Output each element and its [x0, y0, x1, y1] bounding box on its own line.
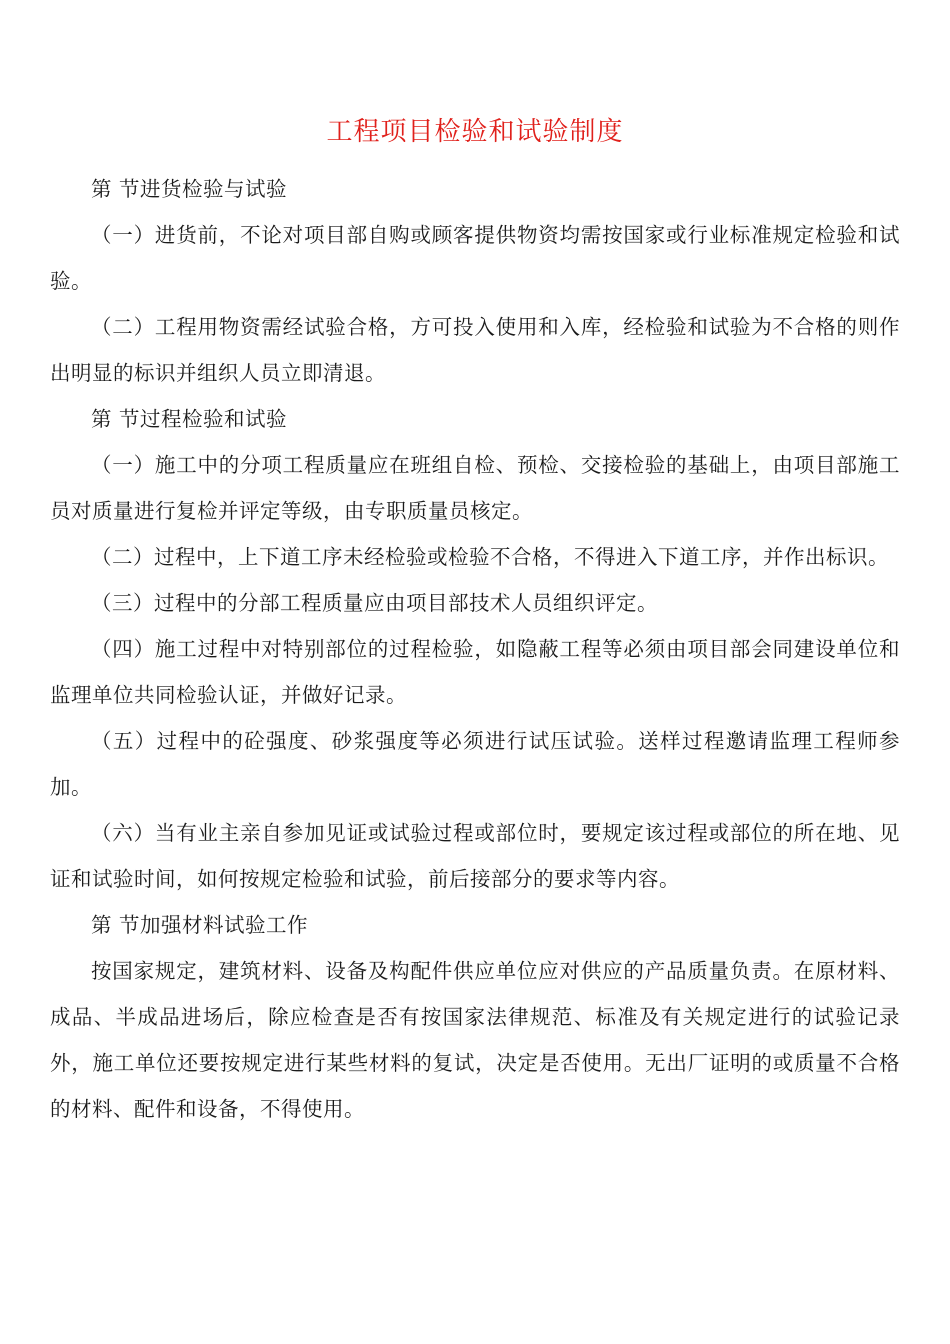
paragraph: 按国家规定，建筑材料、设备及构配件供应单位应对供应的产品质量负责。在原材料、成品、半成品进场后，除应检查是否有按国家法律规范、标准及有关规定进行的试验记录外，施工单位还要按规定进行某些材料的复试，决定是否使用。无出厂证明的或质量不合格的材料、配件和设备，不得使用。 [50, 959, 900, 1121]
paragraph: （三）过程中的分部工程质量应由项目部技术人员组织评定。 [91, 591, 658, 615]
section-heading: 第 节过程检验和试验 [91, 407, 288, 431]
paragraph: （四）施工过程中对特别部位的过程检验，如隐蔽工程等必须由项目部会同建设单位和监理单位共同检验认证，并做好记录。 [50, 637, 900, 707]
section-heading: 第 节进货检验与试验 [91, 177, 288, 201]
section-incoming-inspection [50, 166, 900, 396]
document-page [50, 112, 900, 1132]
paragraph: （六）当有业主亲自参加见证或试验过程或部位时，要规定该过程或部位的所在地、见证和试验时间，如何按规定检验和试验，前后接部分的要求等内容。 [50, 821, 900, 891]
paragraph: （五）过程中的砼强度、砂浆强度等必须进行试压试验。送样过程邀请监理工程师参加。 [50, 729, 900, 799]
document-title: 工程项目检验和试验制度 [326, 117, 624, 147]
paragraph: （二）过程中，上下道工序未经检验或检验不合格，不得进入下道工序，并作出标识。 [91, 545, 889, 569]
paragraph: （二）工程用物资需经试验合格，方可投入使用和入库，经检验和试验为不合格的则作出明显的标识并组织人员立即清退。 [50, 315, 900, 385]
section-material-testing [50, 902, 900, 1132]
paragraph: （一）进货前，不论对项目部自购或顾客提供物资均需按国家或行业标准规定检验和试验。 [50, 223, 900, 293]
section-heading: 第 节加强材料试验工作 [91, 913, 309, 937]
paragraph: （一）施工中的分项工程质量应在班组自检、预检、交接检验的基础上，由项目部施工员对质量进行复检并评定等级，由专职质量员核定。 [50, 453, 900, 523]
section-process-inspection [50, 396, 900, 902]
